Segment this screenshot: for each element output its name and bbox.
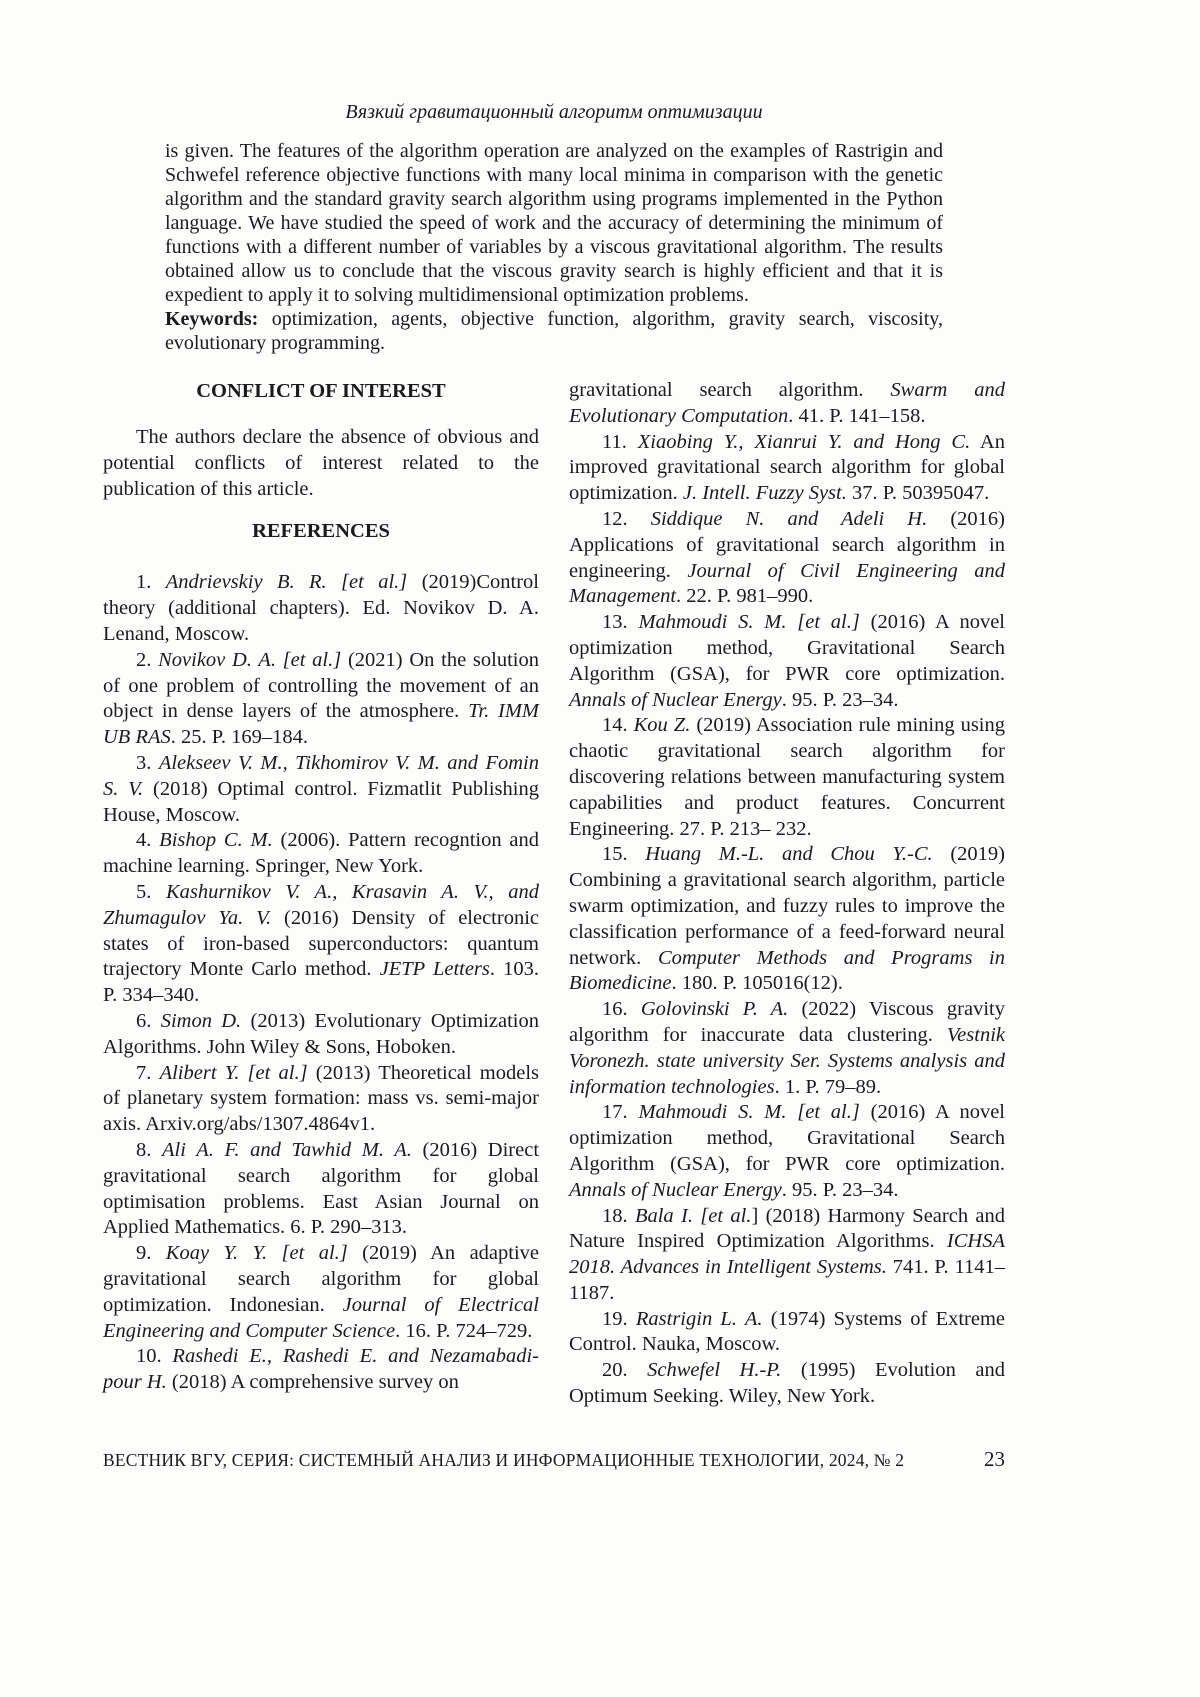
references-heading: REFERENCES xyxy=(252,520,390,543)
reference-item: 2. Novikov D. A. [et al.] (2021) On the solution of one problem of controlling the movement of an object in dense layers of the atmosphere. Tr. IMM UB RAS. 25. P. 169–184. xyxy=(103,648,539,749)
reference-item: 8. Ali A. F. and Tawhid M. A. (2016) Direct gravitational search algorithm for global optimisation problems. East Asian Journal on Applied Mathematics. 6. P. 290–313. xyxy=(103,1138,540,1239)
page-number: 23 xyxy=(984,1447,1005,1471)
reference-item: 5. Kashurnikov V. A., Krasavin A. V., and Zhumagulov Ya. V. (2016) Density of electronic states of iron-based superconductors: quantum trajectory Monte Carlo method. JETP Letters. 103. P. 334–340. xyxy=(103,880,540,1007)
reference-item: 4. Bishop C. M. (2006). Pattern recogntion and machine learning. Springer, New York. xyxy=(103,829,540,878)
references-list-left xyxy=(103,570,539,1396)
keywords-text: optimization, agents, objective function, algorithm, gravity search, viscosity, evolutionary programming. xyxy=(165,308,943,354)
reference-item: 9. Koay Y. Y. [et al.] (2019) An adaptive gravitational search algorithm for global optimization. Indonesian. Journal of Electrical Engineering and Computer Science. 16. P. 724–729. xyxy=(103,1242,540,1342)
reference-item: 16. Golovinski P. A. (2022) Viscous gravity algorithm for inaccurate data clustering. Vestnik Voronezh. state university Ser. Systems analysis and information technologies. 1. P. 79–89. xyxy=(569,998,1005,1098)
abstract-block xyxy=(165,139,943,355)
abstract-text: is given. The features of the algorithm operation are analyzed on the examples of Rastrigin and Schwefel reference objective functions with many local minima in comparison with the genetic algorithm and the standard gravity search algorithm using programs implemented in the Python language. We have studied the speed of work and the accuracy of determining the minimum of functions with a different number of variables by a viscous gravitational algorithm. The results obtained allow us to conclude that the viscous gravity search is highly efficient and that it is expedient to apply it to solving multidimensional optimization problems. xyxy=(165,140,943,306)
reference-item: 13. Mahmoudi S. M. [et al.] (2016) A novel optimization method, Gravitational Search Algorithm (GSA), for PWR core optimization. Annals of Nuclear Energy. 95. P. 23–34. xyxy=(569,611,1005,711)
journal-footer-line: ВЕСТНИК ВГУ, СЕРИЯ: СИСТЕМНЫЙ АНАЛИЗ И ИНФОРМАЦИОННЫЕ ТЕХНОЛОГИИ, 2024, № 2 xyxy=(103,1450,905,1470)
reference-item: 17. Mahmoudi S. M. [et al.] (2016) A novel optimization method, Gravitational Search Algorithm (GSA), for PWR core optimization. Annals of Nuclear Energy. 95. P. 23–34. xyxy=(569,1101,1005,1201)
reference-item: 3. Alekseev V. M., Tikhomirov V. M. and Fomin S. V. (2018) Optimal control. Fizmatlit Publishing House, Moscow. xyxy=(103,751,539,826)
reference-item: 6. Simon D. (2013) Evolutionary Optimization Algorithms. John Wiley & Sons, Hoboken. xyxy=(103,1009,539,1058)
reference-item: 14. Kou Z. (2019) Association rule mining using chaotic gravitational search algorithm for discovering relations between manufacturing system capabilities and product features. Concurrent Engineering. 27. P. 213– 232. xyxy=(569,714,1006,840)
reference-item: 18. Bala I. [et al.] (2018) Harmony Search and Nature Inspired Optimization Algorithms. ICHSA 2018. Advances in Intelligent Systems. 741. P. 1141–1187. xyxy=(569,1204,1006,1304)
page-footer xyxy=(103,1447,1005,1472)
left-column xyxy=(103,378,539,1410)
reference-item: 19. Rastrigin L. A. (1974) Systems of Extreme Control. Nauka, Moscow. xyxy=(569,1307,1006,1356)
two-column-body xyxy=(103,378,1005,1410)
reference-item: 1. Andrievskiy B. R. [et al.] (2019)Control theory (additional chapters). Ed. Novikov D. A. Lenand, Moscow. xyxy=(103,571,539,645)
reference-item: 12. Siddique N. and Adeli H. (2016) Applications of gravitational search algorithm in engineering. Journal of Civil Engineering and Management. 22. P. 981–990. xyxy=(569,507,1006,608)
keywords-label: Keywords: xyxy=(165,308,259,330)
right-column xyxy=(569,378,1005,1410)
reference-item: 10. Rashedi E., Rashedi E. and Nezamabadi-pour H. (2018) A comprehensive survey on xyxy=(103,1345,539,1394)
reference-item: gravitational search algorithm. Swarm and Evolutionary Computation. 41. P. 141–158. xyxy=(569,379,1005,427)
reference-item: 11. Xiaobing Y., Xianrui Y. and Hong C. An improved gravitational search algorithm for global optimization. J. Intell. Fuzzy Syst. 37. P. 50395047. xyxy=(569,430,1005,505)
running-head: Вязкий гравитационный алгоритм оптимизации xyxy=(345,101,763,123)
reference-item: 7. Alibert Y. [et al.] (2013) Theoretical models of planetary system formation: mass vs. semi-major axis. Arxiv.org/abs/1307.4864v1. xyxy=(103,1061,539,1136)
references-list-right xyxy=(569,378,1005,1410)
conflict-of-interest-text: The authors declare the absence of obvious and potential conflicts of interest related to the publication of this article. xyxy=(103,426,539,500)
conflict-of-interest-heading: CONFLICT OF INTEREST xyxy=(196,380,446,402)
reference-item: 15. Huang M.-L. and Chou Y.-C. (2019) Combining a gravitational search algorithm, particle swarm optimization, and fuzzy rules to improve the classification performance of a feed-forward neural network. Computer Methods and Programs in Biomedicine. 180. P. 105016(12). xyxy=(569,843,1005,995)
reference-item: 20. Schwefel H.-P. (1995) Evolution and Optimum Seeking. Wiley, New York. xyxy=(569,1359,1005,1408)
keywords-paragraph xyxy=(165,307,943,355)
